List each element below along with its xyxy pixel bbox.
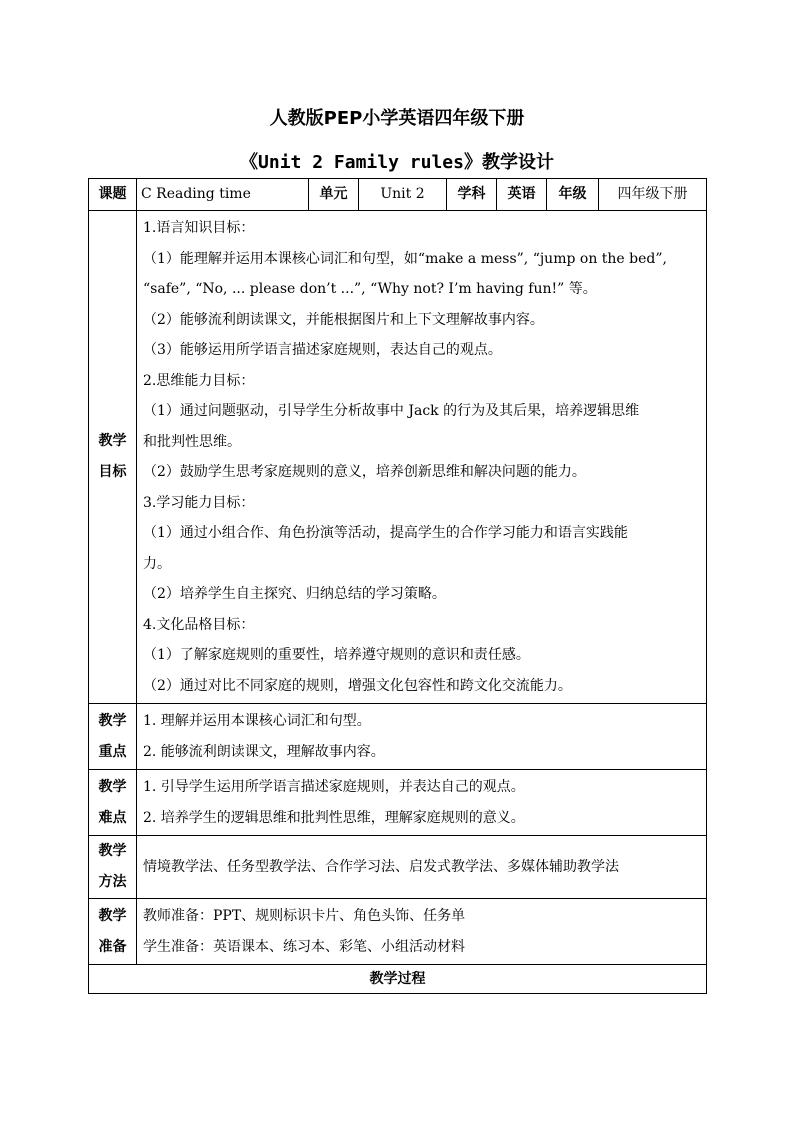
methods-label-1: 教学: [98, 843, 127, 859]
goals-label-2: 目标: [98, 464, 127, 480]
preparation-row: [89, 899, 707, 965]
goal-line: 和批判性思维。: [143, 433, 241, 450]
grade-label: 年级: [547, 179, 599, 211]
key-points-label-1: 教学: [98, 712, 127, 729]
goal-line: 力。: [143, 555, 171, 572]
goals-row: [89, 211, 707, 704]
goal-line: （2）通过对比不同家庭的规则，增强文化包容性和跨文化交流能力。: [143, 677, 572, 694]
methods-label-2: 方法: [98, 874, 127, 890]
methods-content: 情境教学法、任务型教学法、合作学习法、启发式教学法、多媒体辅助教学法: [137, 836, 707, 899]
lesson-plan-table: [88, 178, 707, 994]
unit-value: Unit 2: [359, 179, 447, 211]
topic-value: C Reading time: [137, 179, 309, 211]
goal-line: （2）培养学生自主探究、归纳总结的学习策略。: [143, 586, 446, 602]
goal-line: 4.文化品格目标：: [143, 616, 255, 633]
goal-line: （1）能理解并运用本课核心词汇和句型，如“make a mess”, “jump on the bed”,: [143, 250, 667, 267]
process-row: [89, 965, 707, 994]
goal-line: “safe”, “No, ... please don’t ...”, “Why not? I’m having fun!” 等。: [143, 281, 597, 297]
goal-line: （2）能够流利朗读课文，并能根据图片和上下文理解故事内容。: [143, 311, 544, 328]
preparation-label-2: 准备: [98, 938, 127, 955]
goal-line: 1.语言知识目标：: [143, 220, 255, 236]
subject-value: 英语: [497, 179, 547, 211]
preparation-line: 学生准备：英语课本、练习本、彩笔、小组活动材料: [143, 938, 465, 955]
difficulties-label-2: 难点: [98, 809, 127, 826]
goal-line: （1）了解家庭规则的重要性，培养遵守规则的意识和责任感。: [143, 647, 530, 663]
preparation-line: 教师准备：PPT、规则标识卡片、角色头饰、任务单: [143, 908, 466, 924]
goals-content: [137, 211, 707, 704]
topic-label: 课题: [89, 179, 137, 211]
goals-label: [89, 211, 137, 704]
preparation-label: [89, 899, 137, 965]
preparation-content: [137, 899, 707, 965]
difficulty-line: 1. 引导学生运用所学语言描述家庭规则，并表达自己的观点。: [143, 779, 525, 795]
unit-label: 单元: [309, 179, 359, 211]
goal-line: （1）通过问题驱动，引导学生分析故事中 Jack 的行为及其后果，培养逻辑思维: [143, 403, 640, 419]
goal-line: （2）鼓励学生思考家庭规则的意义，培养创新思维和解决问题的能力。: [143, 464, 586, 480]
methods-label: [89, 836, 137, 899]
document-title: 人教版PEP小学英语四年级下册: [269, 108, 525, 129]
goal-line: 3.学习能力目标：: [143, 494, 255, 511]
header-row: [89, 179, 707, 211]
goal-line: （3）能够运用所学语言描述家庭规则，表达自己的观点。: [143, 342, 502, 358]
key-point-line: 2. 能够流利朗读课文，理解故事内容。: [143, 743, 385, 760]
subtitle-open: 《: [240, 152, 259, 173]
subtitle-close: 》教学设计: [463, 152, 554, 173]
process-label: 教学过程: [89, 965, 707, 994]
goals-label-1: 教学: [98, 433, 127, 449]
goal-line: 2.思维能力目标：: [143, 372, 255, 389]
key-points-row: [89, 704, 707, 770]
difficulty-line: 2. 培养学生的逻辑思维和批判性思维，理解家庭规则的意义。: [143, 809, 525, 826]
key-points-label-2: 重点: [98, 743, 127, 760]
goal-line: （1）通过小组合作、角色扮演等活动，提高学生的合作学习能力和语言实践能: [143, 525, 628, 541]
key-points-content: [137, 704, 707, 770]
key-points-label: [89, 704, 137, 770]
grade-value: 四年级下册: [599, 179, 707, 211]
difficulties-label: [89, 770, 137, 836]
document-subtitle: [0, 148, 794, 174]
difficulties-label-1: 教学: [98, 778, 127, 795]
methods-row: [89, 836, 707, 899]
subtitle-unit: Unit 2 Family rules: [258, 152, 464, 173]
key-point-line: 1. 理解并运用本课核心词汇和句型。: [143, 713, 371, 729]
preparation-label-1: 教学: [98, 907, 127, 924]
difficulties-row: [89, 770, 707, 836]
difficulties-content: [137, 770, 707, 836]
subject-label: 学科: [447, 179, 497, 211]
